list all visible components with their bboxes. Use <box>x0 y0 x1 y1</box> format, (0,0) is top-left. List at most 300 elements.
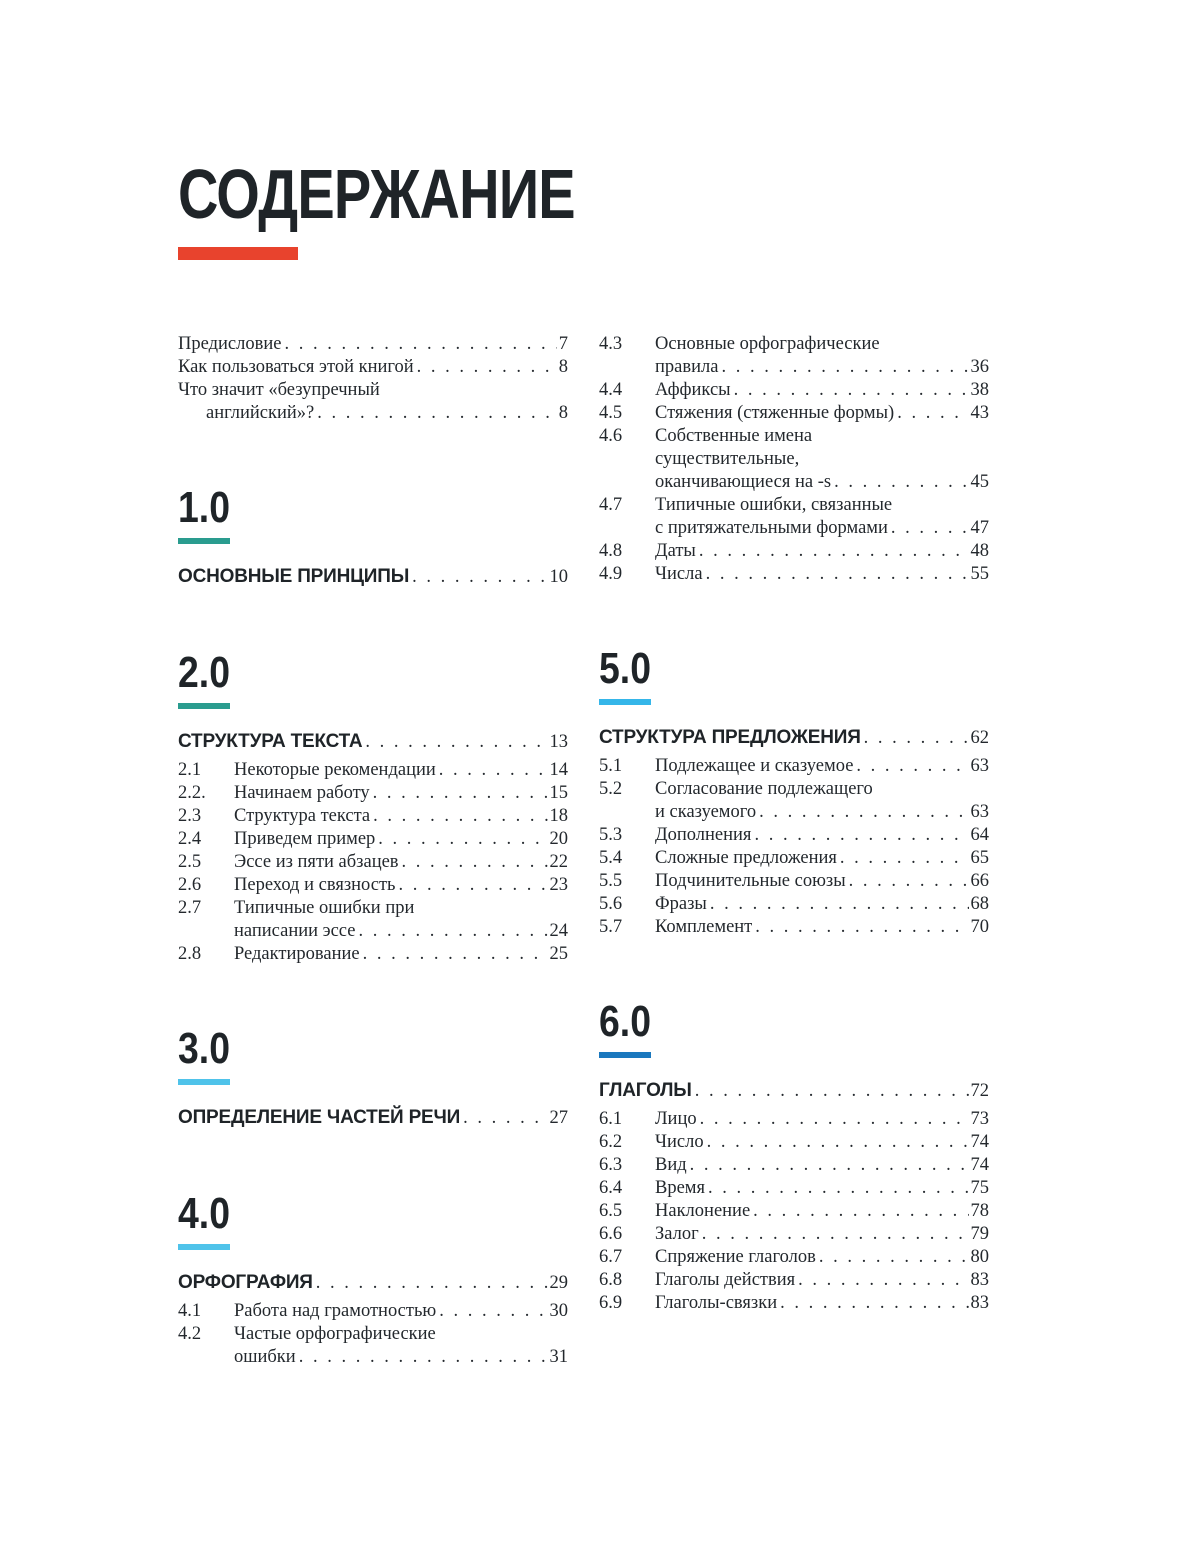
toc-entry-label: Даты <box>655 541 696 561</box>
toc-entry-page: 83 <box>970 1293 989 1313</box>
toc-entry-label: ошибки <box>234 1347 296 1367</box>
toc-entry-page: 20 <box>549 829 568 849</box>
toc-entry-page: 70 <box>970 917 989 937</box>
toc-entry <box>599 1177 989 1200</box>
toc-entry-text <box>655 1246 989 1269</box>
dot-leader <box>708 1177 968 1200</box>
dot-leader <box>412 565 547 590</box>
toc-entry-label: Редактирование <box>234 944 360 964</box>
toc-entry-page: 66 <box>970 871 989 891</box>
toc-entry <box>599 402 989 425</box>
toc-entry-text <box>655 1292 989 1315</box>
dot-leader <box>819 1246 969 1269</box>
section-heading <box>178 1105 568 1131</box>
toc-entry-lastline <box>234 828 568 851</box>
dot-leader <box>299 1346 548 1369</box>
section-entries <box>599 755 989 939</box>
dot-leader <box>373 782 548 805</box>
toc-entry-lastline <box>655 847 989 870</box>
dot-leader <box>373 805 547 828</box>
toc-entry-lastline <box>655 356 989 379</box>
title-underline-bar <box>178 247 298 260</box>
toc-entry-number: 2.8 <box>178 944 202 964</box>
toc-entry-page: 80 <box>970 1247 989 1267</box>
toc-entry-lastline <box>655 563 989 586</box>
toc-entry-number: 4.1 <box>178 1301 202 1321</box>
section-heading <box>178 1270 568 1296</box>
toc-entry <box>599 847 989 870</box>
toc-entry-text <box>655 1108 989 1131</box>
toc-entry-lastline <box>234 943 568 966</box>
toc-entry-label: Как пользоваться этой книгой <box>178 357 414 377</box>
toc-entry-text <box>234 897 568 943</box>
toc-entry-page: 25 <box>549 944 568 964</box>
dot-leader <box>753 1200 968 1223</box>
toc-section <box>178 485 568 590</box>
toc-entry-number: 2.4 <box>178 829 202 849</box>
toc-entry-page: 18 <box>549 806 568 826</box>
toc-entry <box>599 379 989 402</box>
toc-entries-block <box>599 333 989 586</box>
dot-leader <box>754 824 968 847</box>
toc-entry-number: 6.1 <box>599 1109 623 1129</box>
toc-entry <box>599 778 989 824</box>
toc-entry-page: 22 <box>549 852 568 872</box>
dot-leader <box>856 755 968 778</box>
toc-entry-line: существительные, <box>655 449 800 469</box>
toc-entry <box>599 494 989 540</box>
dot-leader <box>798 1269 968 1292</box>
toc-entry-lastline <box>655 1200 989 1223</box>
toc-entry-label: и сказуемого <box>655 802 757 822</box>
toc-entry <box>178 805 568 828</box>
dot-leader <box>755 916 968 939</box>
toc-entry-label: Подлежащее и сказуемое <box>655 756 854 776</box>
toc-entry-label: Некоторые рекомендации <box>234 760 436 780</box>
dot-leader <box>700 1108 969 1131</box>
toc-entry <box>178 333 568 356</box>
section-underline-bar <box>599 1052 651 1058</box>
toc-entry-lastline <box>234 1300 568 1323</box>
toc-entry-text <box>655 402 989 425</box>
toc-entry-text <box>655 379 989 402</box>
toc-entry-page: 38 <box>970 380 989 400</box>
toc-entry-page: 63 <box>970 756 989 776</box>
section-entries <box>178 1300 568 1369</box>
toc-entry <box>599 893 989 916</box>
toc-entry-number: 5.4 <box>599 848 623 868</box>
toc-entry-label: Наклонение <box>655 1201 751 1221</box>
toc-entry-text <box>178 333 568 356</box>
toc-entry-page: 14 <box>549 760 568 780</box>
toc-entry-line: Согласование подлежащего <box>655 779 873 799</box>
toc-entry-label: Дополнения <box>655 825 752 845</box>
toc-entry-page: 65 <box>970 848 989 868</box>
toc-entry-lastline <box>655 402 989 425</box>
section-entries <box>178 759 568 966</box>
toc-entry-number: 2.7 <box>178 898 202 918</box>
section-number: 2.0 <box>178 648 230 697</box>
toc-entry-lastline <box>234 874 568 897</box>
toc-entry-label: Лицо <box>655 1109 697 1129</box>
toc-entry-number: 4.4 <box>599 380 623 400</box>
dot-leader <box>365 730 547 755</box>
dot-leader <box>439 1300 547 1323</box>
toc-entry-lastline <box>655 824 989 847</box>
toc-entry <box>178 1300 568 1323</box>
dot-leader <box>710 893 969 916</box>
section-heading-label: ОСНОВНЫЕ ПРИНЦИПЫ <box>178 566 410 587</box>
toc-entry-lastline <box>655 1154 989 1177</box>
toc-entry-lastline <box>655 471 989 494</box>
toc-entry-number: 5.2 <box>599 779 623 799</box>
toc-entry-label: Приведем пример <box>234 829 376 849</box>
dot-leader <box>317 402 556 425</box>
toc-entry-page: 79 <box>970 1224 989 1244</box>
toc-entry <box>599 755 989 778</box>
toc-entry-page: 43 <box>970 403 989 423</box>
toc-entry <box>178 1323 568 1369</box>
toc-entry-lastline <box>655 1177 989 1200</box>
section-heading <box>599 725 989 751</box>
dot-leader <box>398 874 547 897</box>
toc-entry <box>599 540 989 563</box>
toc-entry-text <box>234 1300 568 1323</box>
toc-entry-number: 6.6 <box>599 1224 623 1244</box>
dot-leader <box>780 1292 968 1315</box>
toc-column-right <box>599 333 989 1369</box>
toc-entry-text <box>234 874 568 897</box>
toc-entry <box>599 1131 989 1154</box>
section-page: 72 <box>970 1081 989 1101</box>
dot-leader <box>897 402 968 425</box>
toc-entry-text <box>655 916 989 939</box>
toc-entry-lastline <box>655 1223 989 1246</box>
toc-entry-line: Частые орфографические <box>234 1324 436 1344</box>
section-heading-label: ОПРЕДЕЛЕНИЕ ЧАСТЕЙ РЕЧИ <box>178 1107 461 1128</box>
toc-entry-text <box>655 1269 989 1292</box>
toc-entry-page: 15 <box>549 783 568 803</box>
section-underline-bar <box>178 703 230 709</box>
dot-leader <box>402 851 548 874</box>
toc-entry-lastline <box>655 801 989 824</box>
toc-entry-number: 2.6 <box>178 875 202 895</box>
section-heading-label: ГЛАГОЛЫ <box>599 1080 692 1101</box>
dot-leader <box>706 563 969 586</box>
toc-entry-text <box>178 379 568 425</box>
toc-entry-page: 23 <box>549 875 568 895</box>
toc-entry <box>599 1108 989 1131</box>
toc-entry-label: Подчинительные союзы <box>655 871 846 891</box>
toc-entry-lastline <box>655 1292 989 1315</box>
toc-section <box>178 1191 568 1369</box>
toc-entry-lastline <box>178 356 568 379</box>
toc-entry <box>599 1154 989 1177</box>
toc-entry <box>178 897 568 943</box>
toc-entry-lastline <box>655 1108 989 1131</box>
toc-entry-page: 73 <box>970 1109 989 1129</box>
toc-entry <box>599 333 989 379</box>
toc-entry-text <box>655 333 989 379</box>
toc-entry-lastline <box>178 333 568 356</box>
toc-entry-text <box>655 893 989 916</box>
section-number: 5.0 <box>599 644 651 693</box>
toc-entry-lastline <box>655 916 989 939</box>
toc-columns <box>178 333 990 1369</box>
toc-entry-label: Сложные предложения <box>655 848 837 868</box>
toc-entry-number: 2.3 <box>178 806 202 826</box>
toc-entry-label: Предисловие <box>178 334 282 354</box>
toc-entry-number: 4.5 <box>599 403 623 423</box>
section-heading <box>178 564 568 590</box>
toc-entry-text <box>655 847 989 870</box>
section-page: 10 <box>549 567 568 587</box>
section-heading <box>599 1078 989 1104</box>
section-heading-label: ОРФОГРАФИЯ <box>178 1272 313 1293</box>
toc-entry <box>599 1223 989 1246</box>
section-underline-bar <box>178 538 230 544</box>
toc-entry-number: 4.8 <box>599 541 623 561</box>
toc-entry-text <box>655 1131 989 1154</box>
toc-entry-label: с притяжательными формами <box>655 518 888 538</box>
section-number: 3.0 <box>178 1024 230 1073</box>
toc-entry-page: 75 <box>970 1178 989 1198</box>
toc-entry-label: Комплемент <box>655 917 753 937</box>
toc-entries-block <box>178 333 568 425</box>
toc-entry-page: 68 <box>970 894 989 914</box>
toc-entry-label: Фразы <box>655 894 707 914</box>
toc-entry-lastline <box>655 1246 989 1269</box>
toc-entry-number: 6.8 <box>599 1270 623 1290</box>
toc-entry-number: 4.6 <box>599 426 623 446</box>
section-page: 27 <box>549 1108 568 1128</box>
toc-entry-page: 48 <box>970 541 989 561</box>
toc-entry-lastline <box>234 805 568 828</box>
toc-entry-label: оканчивающиеся на -s <box>655 472 832 492</box>
toc-entry-label: английский»? <box>206 403 315 423</box>
toc-entry-label: Вид <box>655 1155 687 1175</box>
dot-leader <box>702 1223 969 1246</box>
toc-entry-label: Работа над грамотностью <box>234 1301 437 1321</box>
dot-leader <box>284 333 556 356</box>
toc-entry <box>178 356 568 379</box>
toc-entry-number: 6.7 <box>599 1247 623 1267</box>
toc-entry-number: 5.5 <box>599 871 623 891</box>
page-title: СОДЕРЖАНИЕ <box>178 155 575 233</box>
toc-entry-line: Типичные ошибки, связанные <box>655 495 893 515</box>
toc-entry-page: 30 <box>549 1301 568 1321</box>
toc-entry <box>599 1200 989 1223</box>
toc-entry-label: Начинаем работу <box>234 783 370 803</box>
toc-entry-text <box>655 1177 989 1200</box>
toc-entry-line: Основные орфографические <box>655 334 880 354</box>
toc-entry-label: Число <box>655 1132 704 1152</box>
toc-entry-lastline <box>234 1346 568 1369</box>
dot-leader <box>417 356 557 379</box>
dot-leader <box>699 540 969 563</box>
toc-entry-line: Типичные ошибки при <box>234 898 415 918</box>
section-number: 1.0 <box>178 483 230 532</box>
toc-entry-text <box>234 828 568 851</box>
dot-leader <box>734 379 969 402</box>
toc-entry-page: 83 <box>970 1270 989 1290</box>
toc-entry-number: 6.9 <box>599 1293 623 1313</box>
dot-leader <box>834 471 968 494</box>
toc-entry-label: написании эссе <box>234 921 356 941</box>
toc-entry-page: 24 <box>549 921 568 941</box>
dot-leader <box>721 356 968 379</box>
toc-entry <box>599 870 989 893</box>
toc-entry-lastline <box>234 759 568 782</box>
toc-entry-number: 4.7 <box>599 495 623 515</box>
dot-leader <box>864 726 969 751</box>
toc-entry-lastline <box>655 517 989 540</box>
dot-leader <box>378 828 547 851</box>
toc-entry-number: 2.5 <box>178 852 202 872</box>
toc-entry-text <box>655 1154 989 1177</box>
dot-leader <box>840 847 969 870</box>
toc-entry <box>178 759 568 782</box>
dot-leader <box>759 801 968 824</box>
toc-entry-text <box>655 425 989 494</box>
toc-entry-page: 36 <box>970 357 989 377</box>
toc-entry-label: Время <box>655 1178 706 1198</box>
section-underline-bar <box>599 699 651 705</box>
dot-leader <box>439 759 548 782</box>
toc-entry-number: 6.2 <box>599 1132 623 1152</box>
toc-entry-number: 4.2 <box>178 1324 202 1344</box>
dot-leader <box>849 870 969 893</box>
section-underline-bar <box>178 1079 230 1085</box>
toc-entry-number: 6.5 <box>599 1201 623 1221</box>
toc-entry-lastline <box>234 920 568 943</box>
section-page: 29 <box>549 1273 568 1293</box>
toc-entry <box>599 824 989 847</box>
toc-entry-text <box>655 563 989 586</box>
dot-leader <box>358 920 547 943</box>
section-page: 13 <box>549 732 568 752</box>
toc-section <box>599 646 989 939</box>
section-number: 6.0 <box>599 997 651 1046</box>
toc-entry-label: Спряжение глаголов <box>655 1247 816 1267</box>
toc-entry-label: Аффиксы <box>655 380 731 400</box>
section-page: 62 <box>970 728 989 748</box>
toc-entry-label: Стяжения (стяженные формы) <box>655 403 895 423</box>
toc-section <box>178 1026 568 1131</box>
toc-entry-number: 5.7 <box>599 917 623 937</box>
dot-leader <box>891 517 969 540</box>
section-heading-label: СТРУКТУРА ТЕКСТА <box>178 731 363 752</box>
toc-entry-text <box>655 1200 989 1223</box>
dot-leader <box>316 1271 548 1296</box>
toc-section <box>599 999 989 1315</box>
toc-entry-lastline <box>655 870 989 893</box>
toc-entry-page: 78 <box>970 1201 989 1221</box>
toc-entry-lastline <box>655 379 989 402</box>
toc-entry-label: Эссе из пяти абзацев <box>234 852 399 872</box>
section-underline-bar <box>178 1244 230 1250</box>
toc-entry-page: 8 <box>558 357 568 377</box>
section-heading <box>178 729 568 755</box>
toc-entry-label: Числа <box>655 564 703 584</box>
toc-column-left <box>178 333 568 1369</box>
toc-entry-page: 74 <box>970 1155 989 1175</box>
toc-entry-lastline <box>655 755 989 778</box>
toc-entry-line: Что значит «безупречный <box>178 380 380 400</box>
toc-entry-lastline <box>234 782 568 805</box>
toc-entry-lastline <box>206 402 568 425</box>
toc-entry-text <box>655 1223 989 1246</box>
dot-leader <box>363 943 548 966</box>
section-number: 4.0 <box>178 1189 230 1238</box>
toc-entry-number: 6.3 <box>599 1155 623 1175</box>
toc-entry <box>599 425 989 494</box>
toc-entry <box>599 1269 989 1292</box>
toc-entry-number: 2.2. <box>178 783 206 803</box>
toc-entry-text <box>655 870 989 893</box>
toc-entry <box>178 943 568 966</box>
toc-entry-text <box>234 805 568 828</box>
toc-entry <box>599 1292 989 1315</box>
toc-entry-line: Собственные имена <box>655 426 813 446</box>
toc-entry-label: Залог <box>655 1224 699 1244</box>
dot-leader <box>463 1106 547 1131</box>
toc-entry <box>178 379 568 425</box>
toc-entry-page: 7 <box>558 334 568 354</box>
toc-entry-text <box>655 824 989 847</box>
toc-entry-number: 2.1 <box>178 760 202 780</box>
toc-entry-text <box>234 782 568 805</box>
toc-entry-text <box>234 1323 568 1369</box>
toc-entry-page: 55 <box>970 564 989 584</box>
toc-entry-page: 64 <box>970 825 989 845</box>
toc-entry-lastline <box>234 851 568 874</box>
toc-entry <box>178 874 568 897</box>
dot-leader <box>695 1079 969 1104</box>
toc-entry <box>178 782 568 805</box>
toc-entry-text <box>234 851 568 874</box>
toc-entry-number: 6.4 <box>599 1178 623 1198</box>
toc-entry-text <box>655 494 989 540</box>
toc-entry <box>178 851 568 874</box>
section-heading-label: СТРУКТУРА ПРЕДЛОЖЕНИЯ <box>599 727 861 748</box>
toc-entry-number: 4.9 <box>599 564 623 584</box>
toc-entry-text <box>655 755 989 778</box>
toc-entry-lastline <box>655 540 989 563</box>
toc-entry-page: 8 <box>558 403 568 423</box>
toc-entry <box>178 828 568 851</box>
toc-entry-text <box>234 943 568 966</box>
toc-entry-page: 74 <box>970 1132 989 1152</box>
toc-entry-page: 47 <box>970 518 989 538</box>
toc-entry-label: Структура текста <box>234 806 371 826</box>
toc-entry-lastline <box>655 1131 989 1154</box>
toc-entry-label: правила <box>655 357 719 377</box>
toc-entry-number: 5.3 <box>599 825 623 845</box>
toc-entry <box>599 916 989 939</box>
toc-entry-number: 5.6 <box>599 894 623 914</box>
toc-entry-label: Переход и связность <box>234 875 396 895</box>
toc-entry-page: 31 <box>549 1347 568 1367</box>
toc-entry-text <box>234 759 568 782</box>
dot-leader <box>690 1154 969 1177</box>
toc-section <box>178 650 568 966</box>
toc-entry-page: 63 <box>970 802 989 822</box>
dot-leader <box>707 1131 969 1154</box>
toc-entry <box>599 563 989 586</box>
toc-entry-lastline <box>655 893 989 916</box>
toc-entry-text <box>178 356 568 379</box>
